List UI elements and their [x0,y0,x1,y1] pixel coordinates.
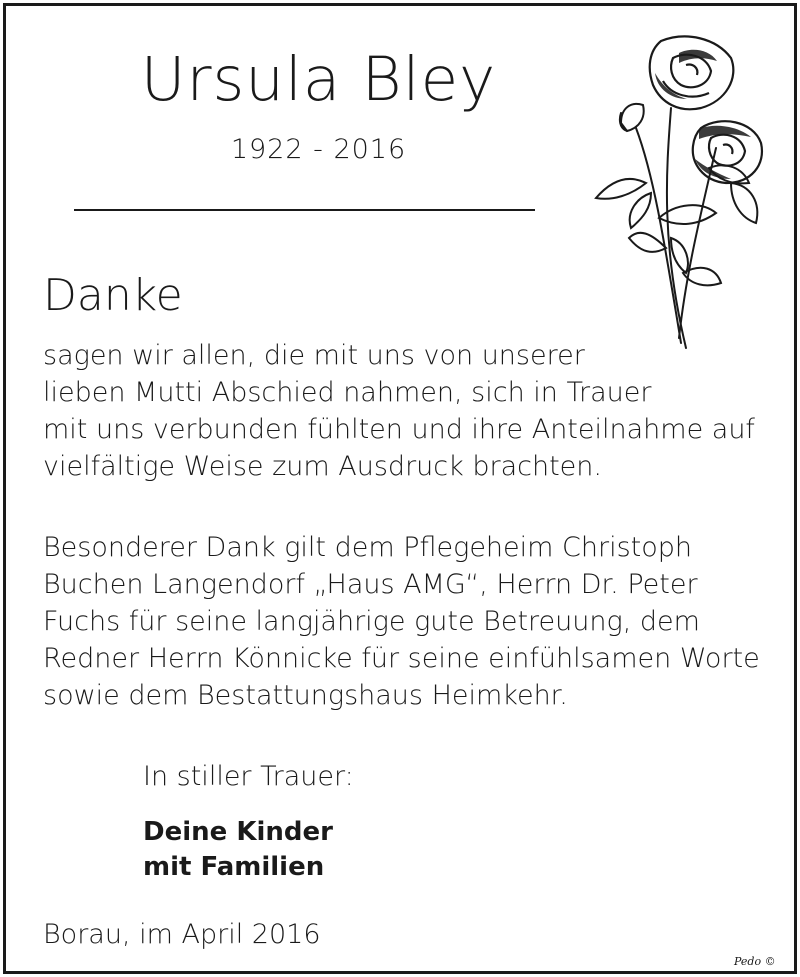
thanks-heading: Danke [43,270,183,321]
rose-illustration-icon [591,33,771,353]
signature-line: Deine Kinder [143,817,333,847]
paragraph-line: vielfältige Weise zum Ausdruck brachten. [43,451,602,482]
thanks-paragraph-2 [43,529,760,714]
paragraph-line: sowie dem Bestattungshaus Heimkehr. [43,680,568,711]
life-dates: 1922 - 2016 [230,134,407,165]
thanks-paragraph-1 [43,337,755,485]
paragraph-line: Redner Herrn Könnicke für seine einfühlsamen Worte [43,643,760,674]
deceased-name: Ursula Bley [140,44,497,115]
place-and-date: Borau, im April 2016 [43,919,321,950]
divider [74,209,535,211]
signature-line: mit Familien [143,852,325,882]
designer-credit: Pedo © [734,955,776,968]
paragraph-line: Buchen Langendorf „Haus AMG“, Herrn Dr. Peter [43,569,698,600]
signature [143,815,333,885]
paragraph-line: mit uns verbunden fühlten und ihre Anteilnahme auf [43,414,755,445]
paragraph-line: Besonderer Dank gilt dem Pflegeheim Christoph [43,532,693,563]
paragraph-line: Fuchs für seine langjährige gute Betreuung, dem [43,606,700,637]
paragraph-line: lieben Mutti Abschied nahmen, sich in Trauer [43,377,652,408]
mourning-line: In stiller Trauer: [143,761,354,792]
paragraph-line: sagen wir allen, die mit uns von unserer [43,340,585,371]
notice-frame [3,3,797,974]
